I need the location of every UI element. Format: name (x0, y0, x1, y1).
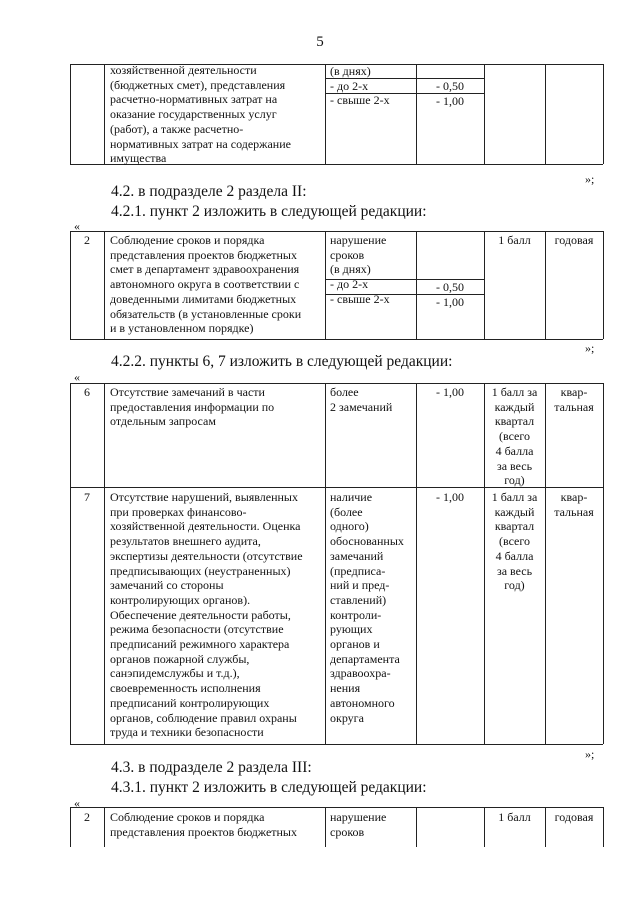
open-quote-d: « (74, 796, 80, 810)
row7-num: 7 (84, 490, 90, 504)
row7-col3: наличие (более одного) обоснованных замечаний (предписа- ний и пред- ставлений) контроли- рующих органов и департамента здравоохра- нения автономного округа (330, 490, 404, 725)
table-d-description: Соблюдение сроков и порядка представления проектов бюджетных (110, 810, 297, 839)
table-b-description: Соблюдение сроков и порядка представления проектов бюджетных смет в департамент здравоохранения автономного округа в соответствии с доведенными лимитами бюджетных обязательств (в установленные сроки и в установленном порядке) (110, 233, 302, 336)
section-heading-4-3-1: 4.3.1. пункт 2 изложить в следующей редакции: (111, 779, 427, 796)
table-a-points: - 0,50 - 1,00 (436, 79, 464, 108)
table-d-col3: нарушение сроков (330, 810, 387, 839)
table-d-score: 1 балл (498, 810, 531, 824)
table-a-col3: (в днях) - до 2-х - свыше 2-х (330, 64, 390, 108)
end-mark-a: »; (585, 172, 595, 186)
row6-period: квар- тальная (554, 385, 594, 414)
table-b-period: годовая (554, 233, 594, 247)
row7-description: Отсутствие нарушений, выявленных при проверках финансово- хозяйственной деятельности. Оценка результатов внешнего аудита, экспертизы деятельности (отсутствие предписывающих (неустраненных) замечаний со стороны контролирующих органов). Обеспечение деятельности работы, режима безопасности (отсутствие предписаний режимного характера органов пожарной службы, санэпидемслужбы и т.д.), своевременность исполнения предписаний контролирующих органов, соблюдение правил охраны труда и техники безопасности (110, 490, 303, 740)
table-b-points: - 0,50 - 1,00 (436, 280, 464, 309)
page-number: 5 (316, 34, 324, 50)
open-quote-c: « (74, 370, 80, 384)
table-b-num: 2 (84, 233, 90, 247)
table-b-score: 1 балл (498, 233, 531, 247)
section-heading-4-3: 4.3. в подразделе 2 раздела III: (111, 759, 312, 776)
row7-points: - 1,00 (436, 490, 464, 504)
table-d-period: годовая (554, 810, 594, 824)
table-a-description: хозяйственной деятельности (бюджетных смет), представления расчетно-нормативных затрат на оказание государственных услуг (работ), а также расчетно- нормативных затрат на содержание имущества (110, 63, 291, 166)
end-mark-b: »; (585, 341, 595, 355)
end-mark-c: »; (585, 747, 595, 761)
row6-points: - 1,00 (436, 385, 464, 399)
section-heading-4-2-2: 4.2.2. пункты 6, 7 изложить в следующей редакции: (111, 353, 453, 370)
row6-score: 1 балл за каждый квартал (всего 4 балла за весь год) (491, 385, 538, 488)
row6-description: Отсутствие замечаний в части предоставления информации по отдельным запросам (110, 385, 275, 429)
section-heading-4-2-1: 4.2.1. пункт 2 изложить в следующей редакции: (111, 203, 427, 220)
row7-period: квар- тальная (554, 490, 594, 519)
section-heading-4-2: 4.2. в подразделе 2 раздела II: (111, 183, 307, 200)
table-d-num: 2 (84, 810, 90, 824)
row7-score: 1 балл за каждый квартал (всего 4 балла за весь год) (491, 490, 538, 593)
row6-num: 6 (84, 385, 90, 399)
open-quote-b: « (74, 219, 80, 233)
row6-col3: более 2 замечаний (330, 385, 393, 414)
table-b-col3: нарушение сроков (в днях) - до 2-х - свыше 2-х (330, 233, 390, 306)
